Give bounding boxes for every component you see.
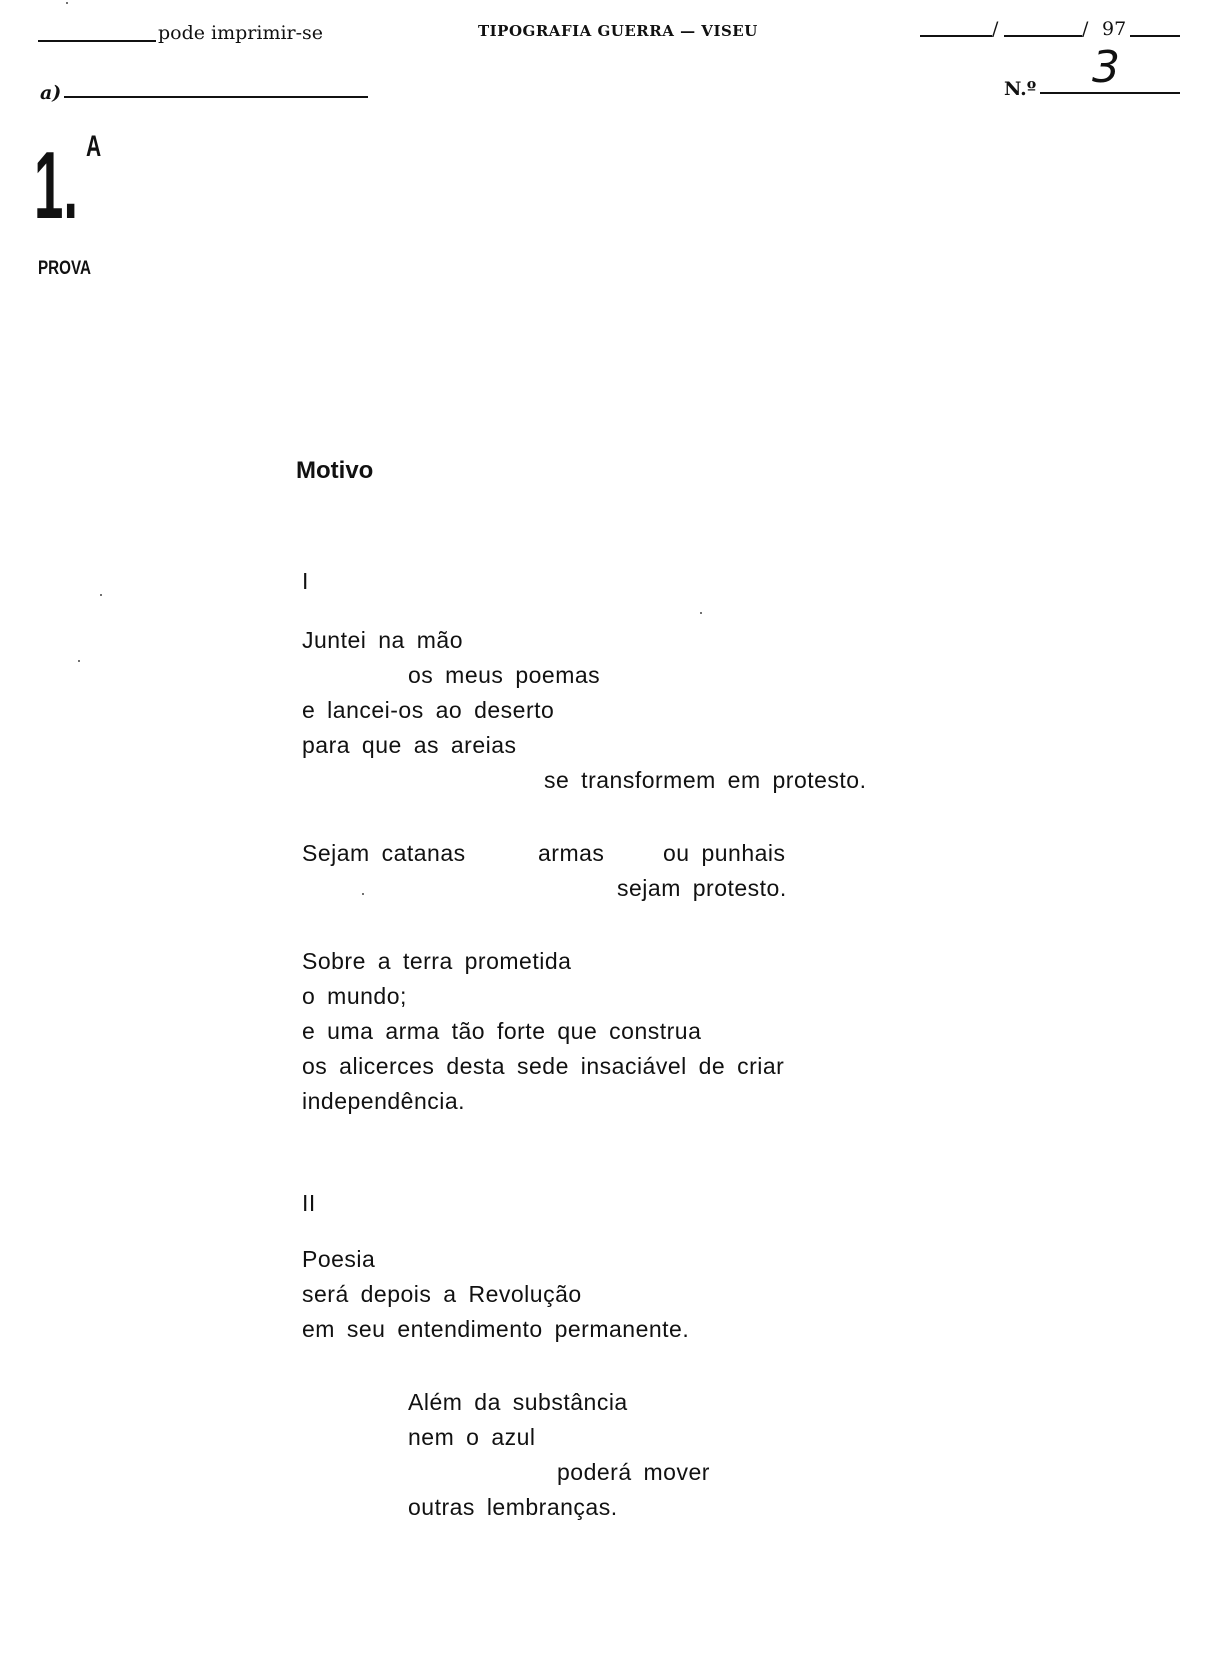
proof-superscript: A	[86, 130, 102, 163]
proof-label: PROVA	[38, 258, 91, 279]
poem-line: Juntei na mão	[302, 627, 463, 653]
poem-line: os alicerces desta sede insaciável de criar	[302, 1053, 785, 1079]
poem-line: ou punhais	[663, 840, 786, 866]
date-rule-3	[1130, 35, 1180, 37]
poem-line: para que as areias	[302, 732, 517, 758]
date-year: 97	[1102, 18, 1127, 40]
section-heading-2: II	[302, 1190, 316, 1216]
poem-line: o mundo;	[302, 983, 407, 1009]
poem-line: Sobre a terra prometida	[302, 948, 572, 974]
handwritten-number: 3	[1092, 42, 1120, 93]
scan-speck	[66, 2, 68, 4]
poem-line: independência.	[302, 1088, 466, 1114]
scan-speck	[700, 612, 702, 614]
a-label: a)	[40, 82, 62, 104]
date-slash-1: /	[992, 18, 999, 40]
poem-line: nem o azul	[408, 1424, 536, 1450]
poem-line: Além da substância	[408, 1389, 628, 1415]
print-approval-label: pode imprimir-se	[158, 22, 324, 44]
poem-line: Sejam catanas	[302, 840, 466, 866]
header-rule-left	[38, 40, 156, 42]
section-heading-1: I	[302, 568, 309, 594]
number-label: N.º	[1004, 78, 1037, 100]
date-rule-2	[1004, 35, 1082, 37]
printer-name: TIPOGRAFIA GUERRA — VISEU	[478, 22, 758, 40]
poem-line: Poesia	[302, 1246, 376, 1272]
poem-line: sejam protesto.	[617, 875, 787, 901]
poem-line: armas	[538, 840, 605, 866]
scan-speck	[78, 660, 80, 662]
poem-line: e lancei-os ao deserto	[302, 697, 555, 723]
poem-line: será depois a Revolução	[302, 1281, 582, 1307]
poem-line: em seu entendimento permanente.	[302, 1316, 690, 1342]
proof-numeral: 1.	[34, 132, 79, 239]
poem-line: outras lembranças.	[408, 1494, 618, 1520]
date-rule-1	[920, 35, 992, 37]
poem-line: poderá mover	[557, 1459, 710, 1485]
date-slash-2: /	[1082, 18, 1089, 40]
a-rule	[64, 96, 368, 98]
scan-speck	[362, 893, 364, 895]
poem-line: se transformem em protesto.	[544, 767, 867, 793]
poem-line: e uma arma tão forte que construa	[302, 1018, 702, 1044]
poem-line: os meus poemas	[408, 662, 601, 688]
poem-title: Motivo	[296, 457, 374, 484]
scan-speck	[100, 594, 102, 596]
